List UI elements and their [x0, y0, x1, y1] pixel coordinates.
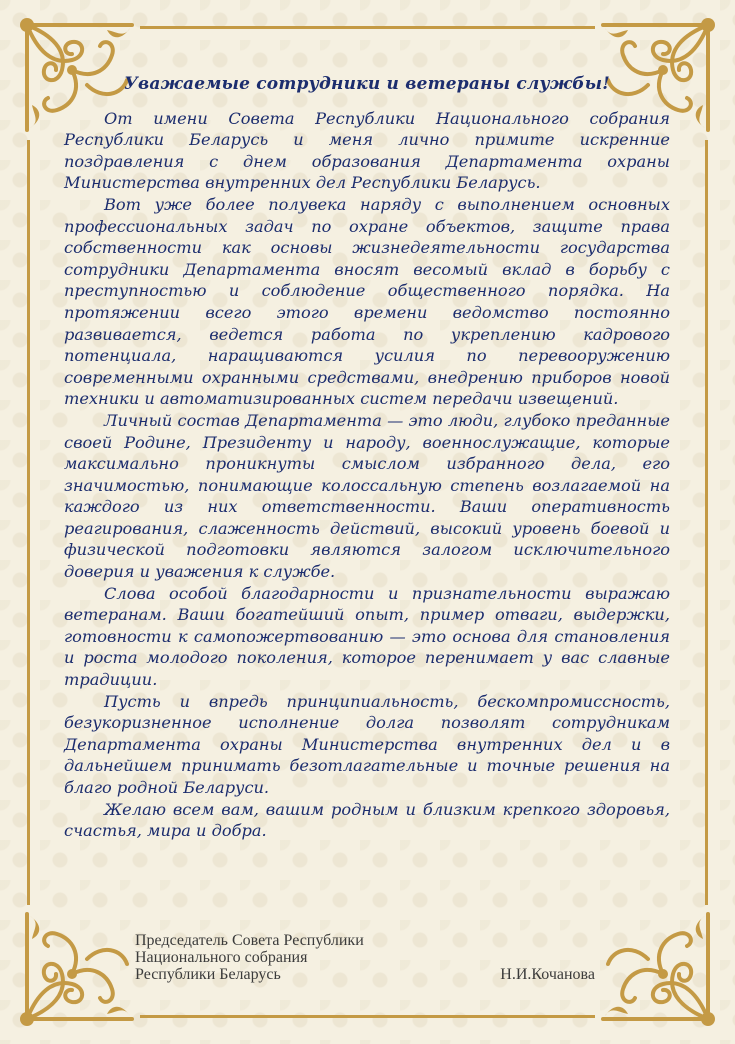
signatory-position: Председатель Совета Республики Национального собрания Республики Беларусь: [135, 932, 364, 983]
corner-ornament-icon: [593, 904, 723, 1034]
letter-paragraph: Слова особой благодарности и признательности выражаю ветеранам. Ваши богатейший опыт, пример отваги, выдержки, готовности к самопожертвованию — это основа для становления и роста молодого поколения, которое перенимает у вас славные традиции.: [64, 583, 670, 690]
letter-title: Уважаемые сотрудники и ветераны службы!: [124, 74, 610, 94]
letter-body: [64, 74, 670, 842]
frame-right-line: [705, 140, 708, 905]
signature-block: [135, 932, 595, 983]
letter-paragraph: Пусть и впредь принципиальность, бескомпромиссность, безукоризненное исполнение долга позволят сотрудникам Департамента охраны Министерства внутренних дел и в дальнейшем принимать безотлагательные и точные решения на благо родной Беларуси.: [64, 691, 670, 797]
corner-ornament-icon: [12, 904, 142, 1034]
frame-top-line: [140, 26, 595, 29]
frame-left-line: [27, 140, 30, 905]
letter-paragraph: Желаю всем вам, вашим родным и близким крепкого здоровья, счастья, мира и добра.: [64, 799, 670, 841]
signatory-name: Н.И.Кочанова: [500, 966, 595, 983]
letter-paragraph: Личный состав Департамента — это люди, глубоко преданные своей Родине, Президенту и народу, военнослужащие, которые максимально проникнуты смыслом избранного дела, его значимостью, понимающие колоссальную степень возлагаемой на каждого из них ответственности. Ваши оперативность реагирования, слаженность действий, высокий уровень боевой и физической подготовки являются залогом исключительного доверия и уважения к службе.: [64, 410, 670, 582]
letter-paragraph: От имени Совета Республики Национального собрания Республики Беларусь и меня лично примите искренние поздравления с днем образования Департамента охраны Министерства внутренних дел Республики Беларусь.: [64, 108, 670, 193]
frame-bottom-line: [140, 1015, 595, 1018]
letter-paragraph: Вот уже более полувека наряду с выполнением основных профессиональных задач по охране объектов, защите права собственности как основы жизнедеятельности государства сотрудники Департамента вносят весомый вклад в борьбу с преступностью и соблюдение общественного порядка. На протяжении всего этого времени ведомство постоянно развивается, ведется работа по укреплению кадрового потенциала, наращиваются усилия по перевооружению современными охранными средствами, внедрению приборов новой техники и автоматизированных систем передачи извещений.: [64, 194, 670, 409]
